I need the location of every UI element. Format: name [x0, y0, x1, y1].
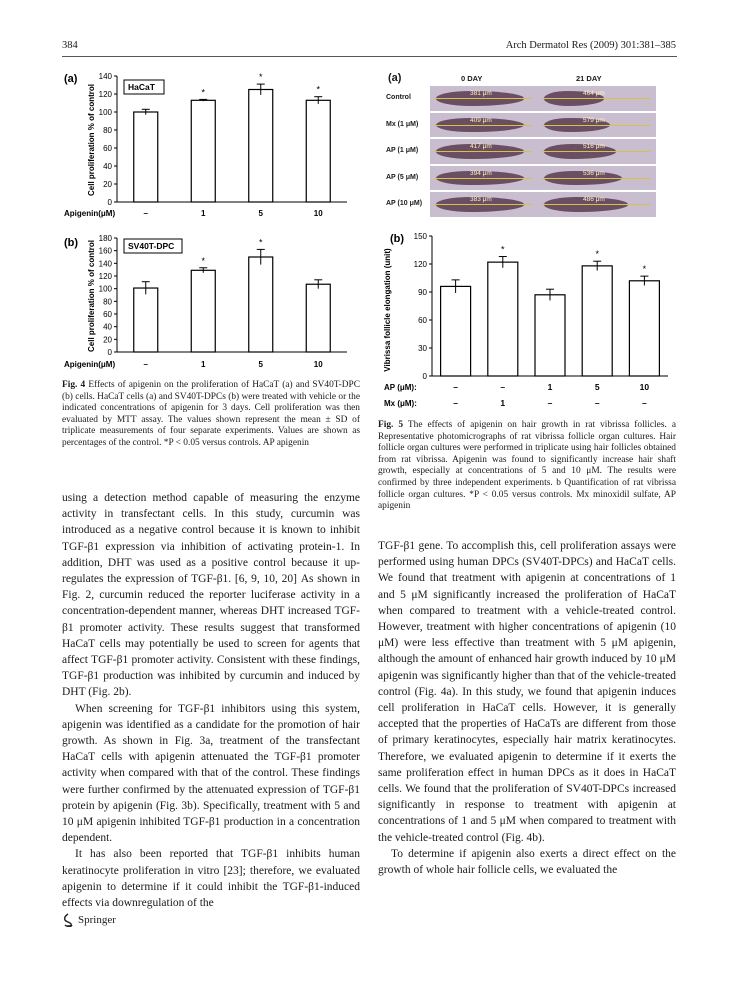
fig4b-sig-marker: *: [258, 237, 263, 248]
fig5a-measure-label: 417 μm: [470, 143, 492, 151]
fig5a-measure-line: [434, 151, 532, 152]
body-right-paragraph-1: TGF-β1 gene. To accomplish this, cell proliferation assays were performed using human DPCs (SV40T-DPCs) and HaCaT cells. We found that treatment with apigenin at concentrations of 1 and 5 μM significantly increased the proliferation of HaCaT when compared to treatment with a vehicle-treated control. However, treatment with higher concentrations of apigenin (10 μM) were less effective than treatment with 5 μM apigenin, although the amount of enhanced hair growth induced by 10 μM apigenin was significantly higher than that of the vehicle-treated control (Fig. 4a). In this study, we found that apigenin induces cell proliferation in HaCaT cells. However, it is generally accepted that the properties of HaCaTs are different from those of primary keratinocytes, especially hair matrix keratinocytes. Therefore, we evaluated apigenin to determine if it exerts the same proliferation effect in human DPCs as it does in HaCaT cells. We found that the proliferation of SV40T-DPCs increased significantly in response to treatment with apigenin at concentrations of 1 and 5 μM when compared to treatment with the vehicle-treated control (Fig. 4b).: [378, 540, 676, 844]
fig5a-row-label: AP (1 μM): [386, 147, 419, 154]
fig5a-photo-day21: [538, 139, 656, 164]
fig5a-measure-line: [434, 125, 532, 126]
fig5a-col-header-day21: 21 DAY: [576, 74, 602, 83]
fig5a-measure-label: 409 μm: [470, 116, 492, 124]
fig4b-category-label: 5: [258, 360, 263, 369]
fig5b-mx-value: –: [594, 398, 600, 408]
fig5b-ap-label: AP (μM):: [384, 383, 417, 392]
fig5-caption-title: Fig. 5: [378, 420, 404, 430]
fig5a-measure-label: 381 μm: [470, 90, 492, 98]
fig5a-photo-day0: [430, 113, 538, 138]
fig4a-ytick-label: 40: [103, 162, 112, 171]
fig4a-chart: [62, 68, 362, 220]
fig4b-ytick-label: 100: [98, 284, 112, 294]
fig4a-ytick-label: 0: [107, 198, 112, 207]
fig5b-bar: [535, 295, 565, 376]
footer-publisher: Springer: [78, 914, 116, 926]
fig5b-ytick-label: 90: [418, 288, 427, 297]
fig5b-mx-value: –: [547, 398, 553, 408]
fig5b-chart: [378, 228, 678, 418]
fig4a-sig-marker: *: [201, 87, 206, 98]
fig5a-row-label: AP (10 μM): [386, 200, 423, 207]
fig5b-ap-value: 1: [547, 382, 553, 392]
fig4b-category-label: –: [143, 360, 148, 369]
fig4-caption: [62, 380, 360, 450]
fig5a-measure-label: 394 μm: [470, 169, 492, 177]
fig4b-bar: [306, 284, 330, 352]
fig4b-panel-label: (b): [64, 237, 79, 249]
fig4a-ytick-label: 140: [98, 72, 112, 81]
body-left-paragraph-3: It has also been reported that TGF-β1 inhibits human keratinocyte proliferation in vitro [23]; therefore, we evaluated apigenin to determine if it could inhibit the TGF-β1-induced effects via downregulation of the: [62, 848, 360, 910]
fig5a-measure-label: 516 μm: [583, 143, 605, 151]
fig4b-chart: [62, 230, 362, 376]
fig4b-ytick-label: 160: [98, 246, 112, 256]
fig4b-category-label: 10: [313, 360, 323, 369]
fig4a-category-label: 5: [258, 209, 263, 218]
fig4b-ylabel: Cell proliferation % of control: [87, 239, 96, 353]
fig5a-measure-line: [542, 98, 650, 99]
fig4b-ytick-label: 40: [103, 322, 112, 332]
fig5a-photo-day0: [430, 139, 538, 164]
fig4a-bar: [249, 90, 273, 203]
body-column-left: [62, 490, 360, 911]
header-rule: [62, 56, 677, 57]
fig5-caption: [378, 420, 676, 513]
fig5b-ytick-label: 120: [413, 260, 427, 269]
footer: [62, 913, 116, 927]
fig4b-ytick-label: 180: [98, 234, 112, 243]
fig5a-photo-day0: [430, 192, 538, 217]
fig5b-ytick-label: 60: [418, 316, 427, 325]
fig5-caption-text: The effects of apigenin on hair growth in rat vibrissa follicles. a Representative photomicrographs of rat vibrissa follicle organ cultures. Hair follicle organ cultures were performed in triplicate using hair follicles obtained from rat vibrissa. Apigenin was found to significantly increase hair shaft growth, especially at concentrations of 5 and 10 μM. The results were confirmed by three independent experiments. b Quantification of rat vibrissa follicle organ cultures. *P < 0.05 versus controls. Mx minoxidil sulfate, AP apigenin: [378, 420, 676, 512]
fig5b-mx-value: –: [453, 398, 458, 408]
fig5b-sig-marker: *: [501, 244, 505, 255]
fig5b-ylabel: Vibrissa follicle elongation (unit): [383, 248, 392, 372]
fig4b-plot-area: [99, 234, 347, 369]
fig4b-ytick-label: 120: [98, 272, 112, 281]
fig4b-category-label: 1: [201, 360, 206, 369]
fig4b-bar: [249, 257, 273, 352]
fig4b-bar: [191, 270, 215, 352]
fig5a-measure-label: 464 μm: [583, 90, 605, 98]
page-number: 384: [62, 40, 78, 51]
fig4a-sig-marker: *: [316, 84, 321, 95]
fig5a-photo-day21: [538, 192, 656, 217]
fig5a-col-header-day0: 0 DAY: [461, 74, 483, 83]
fig4a-panel-label: (a): [64, 73, 78, 85]
fig5b-ytick-label: 0: [422, 372, 427, 381]
fig4b-ytick-label: 0: [107, 348, 112, 357]
fig4a-ytick-label: 120: [98, 90, 112, 99]
fig5a-photo-day21: [538, 166, 656, 191]
fig5b-bar: [582, 266, 612, 376]
fig5a-measure-label: 383 μm: [470, 196, 492, 204]
fig5b-mx-label: Mx (μM):: [384, 399, 417, 408]
fig5a-measure-line: [542, 178, 650, 179]
fig5a-photo-day21: [538, 113, 656, 138]
fig4a-category-label: 1: [201, 209, 206, 218]
fig4b-ytick-label: 140: [98, 259, 112, 269]
fig5a-measure-line: [434, 98, 532, 99]
fig5b-plot-area: [414, 232, 668, 408]
fig5a-measure-line: [434, 178, 532, 179]
fig4-caption-text: Effects of apigenin on the proliferation of HaCaT (a) and SV40T-DPC (b) cells. HaCaT cells (a) and SV40T-DPCs (b) were treated with vehicle or the indicated concentrations of apigenin for 3 days. Cell proliferation was then evaluated by MTT assay. The values shown represent the mean ± SD of triplicate measurements of four separate experiments. Values are shown as percentages of the control. *P < 0.05 versus controls. AP apigenin: [62, 380, 361, 448]
fig4a-bar: [134, 112, 158, 202]
fig5a-photo-day0: [430, 166, 538, 191]
fig5a-measure-label: 536 μm: [583, 169, 605, 177]
fig5b-panel-label: (b): [390, 233, 405, 245]
fig5a-photo-day21: [538, 86, 656, 111]
fig5a-photo-day0: [430, 86, 538, 111]
body-right-paragraph-2: To determine if apigenin also exerts a direct effect on the growth of whole hair follicle cells, we evaluated the: [378, 847, 676, 877]
fig4a-ylabel: Cell proliferation % of control: [87, 83, 96, 197]
fig4a-xlabel: Apigenin(μM): [64, 209, 116, 218]
fig5b-sig-marker: *: [642, 264, 647, 275]
fig4b-bar: [134, 288, 158, 352]
fig4a-category-label: –: [143, 209, 148, 218]
fig5b-mx-value: 1: [500, 398, 506, 408]
fig5b-ap-value: 10: [639, 382, 650, 392]
springer-logo-icon: [62, 913, 74, 927]
fig4a-ytick-label: 100: [98, 108, 112, 117]
fig4b-sig-marker: *: [201, 255, 206, 266]
fig4a-bar: [191, 100, 215, 202]
fig4b-box-label: SV40T-DPC: [128, 241, 175, 251]
journal-citation: Arch Dermatol Res (2009) 301:381–385: [505, 40, 676, 51]
fig5a-measure-line: [542, 151, 650, 152]
fig5a-photo-figure: [386, 72, 678, 222]
fig5b-ap-value: –: [453, 382, 458, 392]
fig4a-ytick-label: 20: [103, 180, 112, 189]
fig5a-row-label: AP (5 μM): [386, 173, 419, 181]
body-left-paragraph-2: When screening for TGF-β1 inhibitors using this system, apigenin was identified as a candidate for the promotion of hair growth. As shown in Fig. 3a, treatment of the transfectant HaCaT cells with apigenin attenuated the TGF-β1 promoter activity when compared with that of the control. These findings were further confirmed by the attenuated expression of TGF-β1 protein by apigenin (Fig. 3b). Specifically, treatment with 5 and 10 μM apigenin inhibited TGF-β1 production in a concentration dependent.: [62, 702, 360, 845]
fig5b-ytick-label: 30: [418, 344, 427, 353]
fig5b-bar: [441, 286, 471, 376]
fig5a-row-label: Mx (1 μM): [386, 120, 419, 128]
fig5b-ytick-label: 150: [413, 232, 427, 241]
fig5b-ap-value: 5: [594, 382, 600, 392]
fig5a-measure-line: [542, 125, 650, 126]
fig5b-mx-value: –: [642, 398, 647, 408]
fig4b-ytick-label: 60: [103, 310, 112, 319]
fig4b-ytick-label: 80: [103, 297, 112, 307]
fig4a-ytick-label: 80: [103, 126, 112, 135]
body-left-paragraph-1: using a detection method capable of measuring the enzyme activity in transfectant cells. In this study, curcumin was introduced as a negative control because it is known to inhibit TGF-β1 expression via inhibition of activating protein-1. In addition, DHT was used as a positive control because it up-regulates the expression of TGF-β1. [6, 9, 10, 20] As shown in Fig. 2, curcumin reduced the reporter luciferase activity in a concentration-dependent manner, whereas DHT increased TGF-β1 promoter activity. These results suggest that transformed HaCaT cells may potentially be used to screen for agents that affect TGF-β1 promoter activity. Consistent with these findings, TGF-β1 production was inhibited by curcumin and induced by DHT (Fig. 2b).: [62, 492, 360, 699]
fig4a-category-label: 10: [313, 209, 323, 218]
fig5a-row-label: Control: [386, 94, 411, 101]
body-column-right: [378, 538, 676, 878]
fig5a-measure-line: [434, 204, 532, 205]
fig5a-measure-label: 579 μm: [583, 116, 605, 124]
fig5a-panel-label: (a): [388, 72, 402, 84]
fig4b-ytick-label: 20: [103, 335, 112, 345]
fig5b-sig-marker: *: [595, 249, 599, 260]
fig4a-sig-marker: *: [258, 72, 263, 83]
fig4a-ytick-label: 60: [103, 144, 112, 153]
fig4b-xlabel: Apigenin(μM): [64, 360, 116, 369]
fig5b-bar: [488, 262, 518, 376]
fig4-caption-title: Fig. 4: [62, 380, 86, 390]
fig5b-bar: [629, 281, 659, 376]
fig4a-box-label: HaCaT: [128, 82, 155, 92]
fig5a-measure-line: [542, 204, 650, 205]
fig5b-ap-value: –: [500, 382, 506, 392]
fig5a-measure-label: 486 μm: [583, 196, 605, 204]
fig4a-bar: [306, 100, 330, 202]
